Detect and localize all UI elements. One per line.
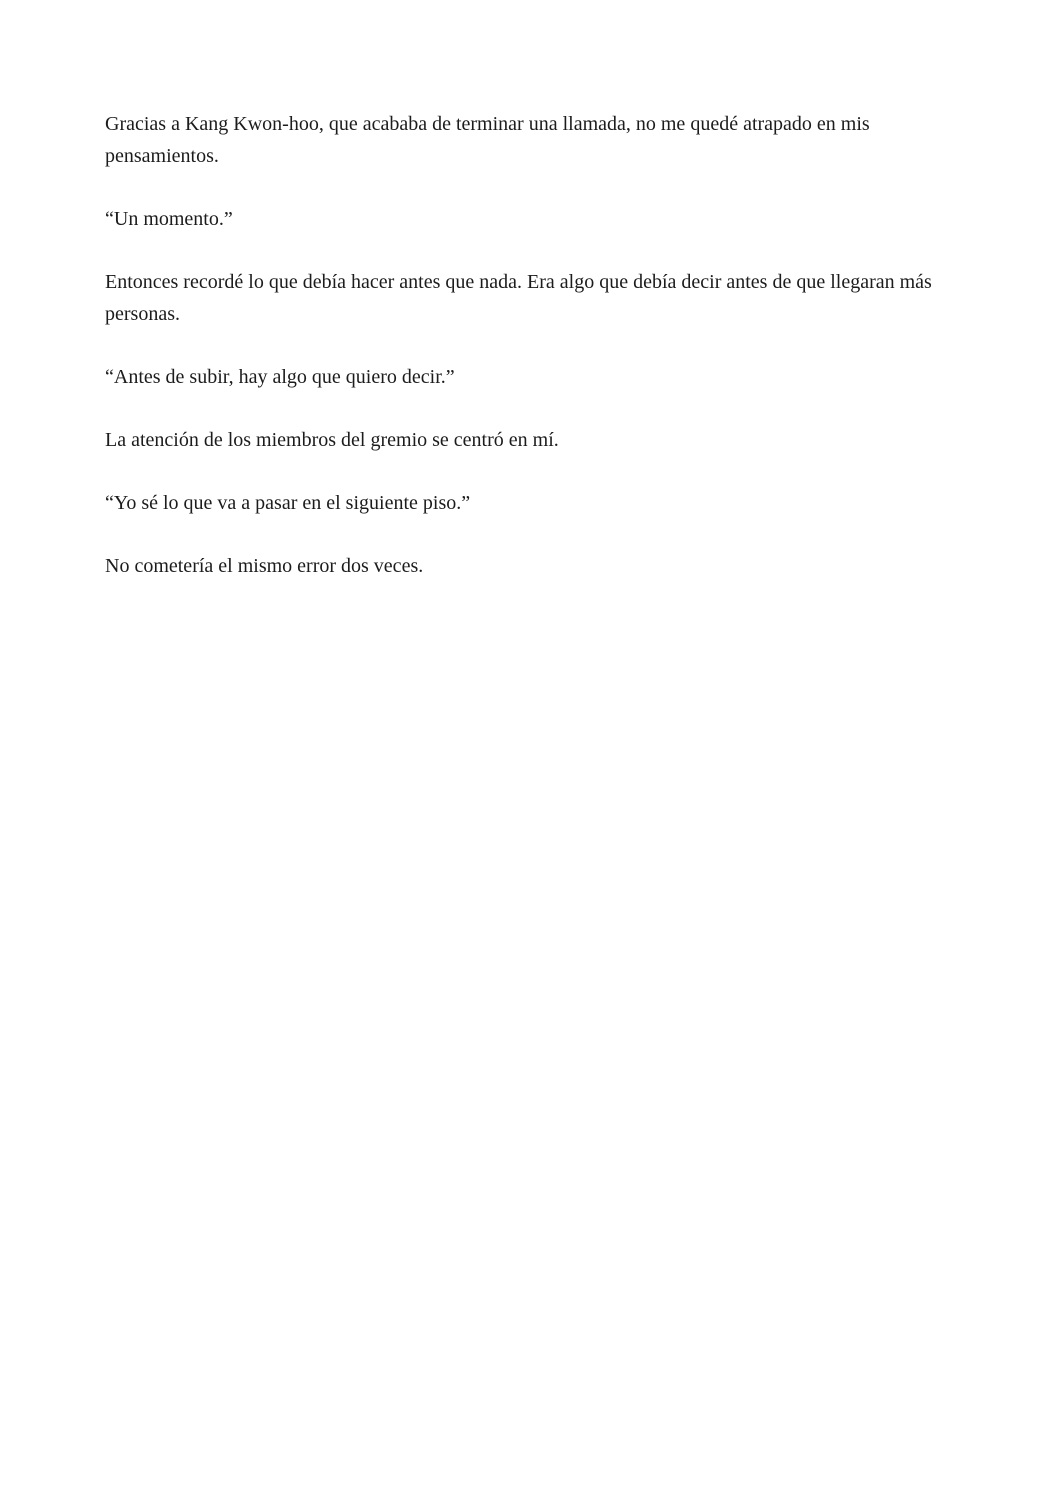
paragraph: “Antes de subir, hay algo que quiero decir.” (105, 366, 455, 388)
paragraph: La atención de los miembros del gremio se centró en mí. (105, 429, 559, 451)
paragraph: “Un momento.” (105, 208, 233, 230)
paragraph: Gracias a Kang Kwon-hoo, que acababa de terminar una llamada, no me quedé atrapado en mis pensamientos. (105, 113, 870, 167)
text-block (105, 108, 955, 582)
paragraph: No cometería el mismo error dos veces. (105, 555, 424, 577)
paragraph: Entonces recordé lo que debía hacer antes que nada. Era algo que debía decir antes de que llegaran más personas. (105, 271, 932, 325)
paragraph: “Yo sé lo que va a pasar en el siguiente piso.” (105, 492, 471, 514)
